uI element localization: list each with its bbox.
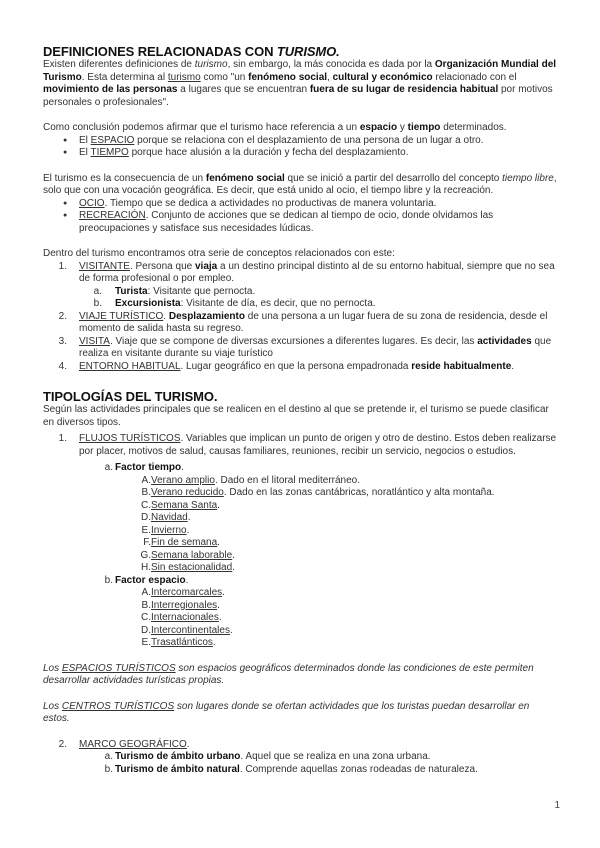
list-text: Navidad. [151, 512, 191, 523]
list-marker: a. [104, 751, 113, 762]
list-text: Factor espacio. [115, 574, 189, 586]
list-marker: 1. [58, 260, 67, 272]
espacio-list-item [43, 600, 558, 613]
list-text: Intercontinentales. [151, 624, 233, 636]
tiempo-list-item [43, 512, 558, 525]
concepts-list [43, 261, 558, 374]
note-espacios-turisticos: Los ESPACIOS TURÍSTICOS son espacios geográficos determinados donde las condiciones de este permiten desarrollar actividades turísticas propias. [43, 662, 534, 686]
conclusion-paragraph: Como conclusión podemos afirmar que el turismo hace referencia a un espacio y tiempo determinados. [43, 122, 507, 133]
list-text: MARCO GEOGRÁFICO. [79, 738, 190, 750]
list-text: Turismo de ámbito natural. Comprende aquellas zonas rodeadas de naturaleza. [115, 763, 478, 775]
tiempo-list-item [43, 525, 558, 538]
factor-tiempo-heading [43, 462, 558, 475]
list-marker: D. [141, 624, 151, 636]
list-text: Verano amplio. Dado en el litoral mediterráneo. [151, 474, 361, 486]
tiempo-list-item [43, 475, 558, 488]
sub-item-excursionista [43, 298, 558, 311]
list-text: Intercomarcales. [151, 587, 225, 598]
list-marker: A. [141, 587, 151, 598]
list-marker: 2. [58, 738, 67, 750]
concept-item-entorno [43, 361, 558, 374]
list-marker: b. [104, 763, 113, 775]
list-marker: a. [104, 462, 113, 473]
marco-natural-item [43, 764, 558, 777]
list-marker: F. [143, 537, 151, 548]
ocio-recreacion-bullets [43, 198, 558, 236]
concepts-intro: Dentro del turismo encontramos otra serie de conceptos relacionados con este: [43, 248, 395, 259]
espacio-list-item [43, 637, 558, 650]
espacio-list-item [43, 612, 558, 625]
list-text: ENTORNO HABITUAL. Lugar geográfico en que la persona empadronada reside habitualmente. [79, 360, 515, 372]
tiempo-list-item [43, 487, 558, 500]
list-text: VIAJE TURÍSTICO. Desplazamiento de una persona a un lugar fuera de su zona de residencia, desde el momento de salida hasta su regreso. [79, 310, 548, 334]
list-text: Interregionales. [151, 599, 220, 611]
list-text: Semana laborable. [151, 549, 235, 561]
list-marker: C. [141, 499, 151, 511]
list-marker: A. [141, 474, 151, 486]
list-text: Internacionales. [151, 612, 222, 623]
factor-espacio-heading [43, 575, 558, 588]
marco-geografico-item [43, 739, 558, 752]
concept-item-visitante [43, 261, 558, 286]
list-marker: 3. [58, 335, 67, 347]
list-marker: C. [141, 612, 151, 623]
bullet-item: ● El ESPACIO porque se relaciona con el desplazamiento de una persona de un lugar a otro. [43, 135, 558, 148]
list-text: Excursionista: Visitante de día, es decir, que no pernocta. [115, 298, 376, 309]
tiempo-list-item [43, 500, 558, 513]
list-text: Semana Santa. [151, 499, 220, 511]
page-number: 1 [554, 800, 560, 811]
page-content [43, 44, 558, 776]
list-text: Invierno. [151, 524, 190, 536]
list-text: Sin estacionalidad. [151, 562, 235, 573]
section-title-definiciones: DEFINICIONES RELACIONADAS CON TURISMO. [43, 44, 340, 59]
list-text: Factor tiempo. [115, 462, 184, 473]
bullet-item: ● OCIO. Tiempo que se dedica a actividades no productivas de manera voluntaria. [43, 198, 558, 211]
tipologias-intro: Según las actividades principales que se realicen en el destino al que se pretende ir, el turismo se puede clasificar en diversos tipos. [43, 404, 549, 428]
list-marker: b. [93, 298, 102, 309]
note-centros-turisticos: Los CENTROS TURÍSTICOS son lugares donde se ofertan actividades que los turistas puedan desarrollar en estos. [43, 700, 530, 724]
list-marker: B. [141, 487, 151, 498]
section-title-tipologias: TIPOLOGÍAS DEL TURISMO. [43, 389, 218, 404]
list-text: Turista: Visitante que pernocta. [115, 285, 256, 297]
list-marker: E. [141, 637, 151, 648]
list-marker: 1. [58, 433, 67, 444]
list-text: Verano reducido. Dado en las zonas cantábricas, noratlántico y alta montaña. [151, 487, 495, 498]
list-text: FLUJOS TURÍSTICOS. Variables que implican un punto de origen y otro de destino. Estos deben realizarse por placer, motivos de salud, causas familiares, reuniones, recibir un servicio, negocios o estudios. [79, 433, 557, 457]
list-text: VISITANTE. Persona que viaja a un destino principal distinto al de su entorno habitual, siempre que no sea de forma profesional o por empleo. [79, 260, 555, 284]
list-marker: 2. [58, 310, 67, 322]
concept-item-visita [43, 336, 558, 361]
list-marker: 4. [58, 360, 67, 372]
factor-tiempo-list [43, 475, 558, 575]
list-marker: D. [141, 512, 151, 523]
espacio-tiempo-bullets [43, 135, 558, 160]
intro-paragraph: Existen diferentes definiciones de turismo, sin embargo, la más conocida es dada por la Organización Mundial del Turismo. Esta determina al turismo como "un fenómeno social, cultural y económico relacionado con el movimiento de las personas a lugares que se encuentran fuera de su lugar de residencia habitual por motivos personales o profesionales". [43, 59, 557, 108]
list-text: VISITA. Viaje que se compone de diversas excursiones a diferentes lugares. Es decir, las actividades que realiza en visitante durante su viaje turístico [79, 335, 552, 359]
list-text: Turismo de ámbito urbano. Aquel que se realiza en una zona urbana. [115, 751, 431, 762]
list-text: Trasatlánticos. [151, 637, 216, 648]
flujos-item [43, 433, 558, 458]
bullet-item: ● RECREACIÓN. Conjunto de acciones que se dedican al tiempo de ocio, donde olvidamos las preocupaciones y satisface sus necesidades lúdicas. [43, 210, 558, 235]
bullet-item: ● El TIEMPO porque hace alusión a la duración y fecha del desplazamiento. [43, 147, 558, 160]
list-marker: E. [141, 524, 151, 536]
list-marker: H. [141, 562, 151, 573]
consequence-paragraph: El turismo es la consecuencia de un fenómeno social que se inició a partir del desarrollo del concepto tiempo libre, solo que con una vocación geográfica. Es decir, que está unido al ocio, el tiempo libre y la recreación. [43, 172, 557, 196]
concept-item-viaje [43, 311, 558, 336]
espacio-list-item [43, 625, 558, 638]
list-marker: a. [93, 285, 102, 297]
tiempo-list-item [43, 537, 558, 550]
list-marker: b. [104, 574, 113, 586]
list-text: Fin de semana. [151, 537, 220, 548]
espacio-list-item [43, 587, 558, 600]
tiempo-list-item [43, 562, 558, 575]
list-marker: G. [140, 549, 151, 561]
marco-urbano-item [43, 751, 558, 764]
sub-item-turista [43, 286, 558, 299]
list-marker: B. [141, 599, 151, 611]
factor-espacio-list [43, 587, 558, 650]
tiempo-list-item [43, 550, 558, 563]
